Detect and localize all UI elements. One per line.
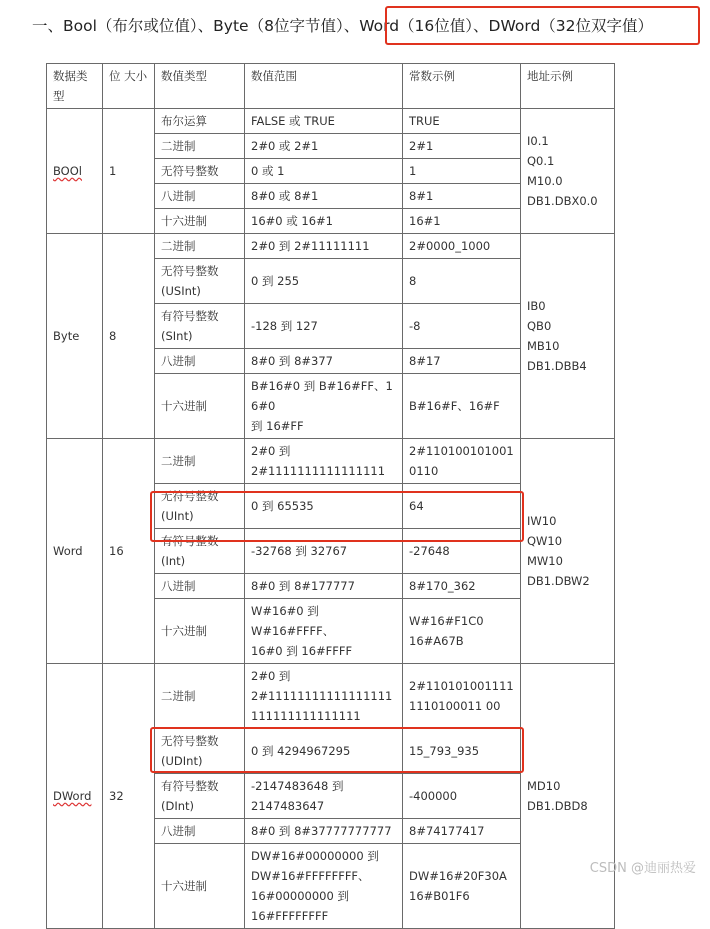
example-cell: 8#1	[403, 184, 521, 209]
word-highlight-box	[385, 6, 700, 45]
dint-highlight-box	[150, 727, 524, 773]
kind-cell: 有符号整数 (DInt)	[155, 774, 245, 819]
range-cell: FALSE 或 TRUE	[245, 109, 403, 134]
kind-cell: 十六进制	[155, 209, 245, 234]
example-cell: B#16#F、16#F	[403, 374, 521, 439]
example-cell: 64	[403, 484, 521, 529]
table-row	[47, 234, 615, 259]
kind-cell: 十六进制	[155, 599, 245, 664]
example-cell: -8	[403, 304, 521, 349]
address-cell-dword: MD10 DB1.DBD8	[521, 664, 615, 929]
range-cell: 8#0 或 8#1	[245, 184, 403, 209]
range-cell: -2147483648 到 2147483647	[245, 774, 403, 819]
header-bit-size: 位 大小	[103, 64, 155, 109]
range-cell: 2#0 到 2#11111111	[245, 234, 403, 259]
watermark: CSDN @迪丽热爱	[589, 861, 696, 876]
kind-cell: 二进制	[155, 134, 245, 159]
size-cell-bool: 1	[103, 109, 155, 234]
example-cell: 2#1101001010010110	[403, 439, 521, 484]
range-cell: 8#0 到 8#377	[245, 349, 403, 374]
kind-cell: 无符号整数 (USInt)	[155, 259, 245, 304]
example-cell: 2#1101010011111110100011 00	[403, 664, 521, 729]
example-cell: -27648	[403, 529, 521, 574]
range-cell: 0 到 255	[245, 259, 403, 304]
kind-cell: 二进制	[155, 234, 245, 259]
kind-cell: 无符号整数	[155, 159, 245, 184]
size-cell-dword: 32	[103, 664, 155, 929]
kind-cell: 八进制	[155, 574, 245, 599]
example-cell: -400000	[403, 774, 521, 819]
kind-cell: 二进制	[155, 664, 245, 729]
kind-cell: 十六进制	[155, 374, 245, 439]
page-heading: 一、Bool（布尔或位值）、Byte（8位字节值）、Word（16位值）、DWord（32位双字值）	[32, 17, 654, 35]
range-cell: B#16#0 到 B#16#FF、16#0 到 16#FF	[245, 374, 403, 439]
range-cell: 8#0 到 8#177777	[245, 574, 403, 599]
range-cell: 0 到 4294967295	[245, 729, 403, 774]
example-cell: 2#1	[403, 134, 521, 159]
kind-cell: 布尔运算	[155, 109, 245, 134]
range-cell: 8#0 到 8#37777777777	[245, 819, 403, 844]
example-cell: 8#74177417	[403, 819, 521, 844]
range-cell: 0 或 1	[245, 159, 403, 184]
kind-cell: 无符号整数 (UInt)	[155, 484, 245, 529]
header-constant-example: 常数示例	[403, 64, 521, 109]
example-cell: 8#17	[403, 349, 521, 374]
range-cell: DW#16#00000000 到 DW#16#FFFFFFFF、 16#00000000 到 16#FFFFFFFF	[245, 844, 403, 929]
table-row	[47, 439, 615, 484]
range-cell: 2#0 到 2#1111111111111111	[245, 439, 403, 484]
example-cell: 2#0000_1000	[403, 234, 521, 259]
range-cell: -128 到 127	[245, 304, 403, 349]
kind-cell: 八进制	[155, 184, 245, 209]
type-cell-byte: Byte	[47, 234, 103, 439]
address-cell-word: IW10 QW10 MW10 DB1.DBW2	[521, 439, 615, 664]
address-cell-bool: I0.1 Q0.1 M10.0 DB1.DBX0.0	[521, 109, 615, 234]
header-value-type: 数值类型	[155, 64, 245, 109]
table-row	[47, 664, 615, 729]
type-cell-bool: BOOl	[53, 164, 82, 178]
kind-cell: 有符号整数 (SInt)	[155, 304, 245, 349]
example-cell: DW#16#20F30A 16#B01F6	[403, 844, 521, 929]
example-cell: W#16#F1C0 16#A67B	[403, 599, 521, 664]
kind-cell: 无符号整数 (UDInt)	[155, 729, 245, 774]
table-header-row	[47, 64, 615, 109]
kind-cell: 八进制	[155, 819, 245, 844]
example-cell: TRUE	[403, 109, 521, 134]
range-cell: -32768 到 32767	[245, 529, 403, 574]
kind-cell: 有符号整数 (Int)	[155, 529, 245, 574]
range-cell: 2#0 或 2#1	[245, 134, 403, 159]
type-cell-dword: DWord	[53, 789, 92, 803]
example-cell: 15_793_935	[403, 729, 521, 774]
range-cell: 0 到 65535	[245, 484, 403, 529]
range-cell: 2#0 到 2#11111111111111111111111111111111	[245, 664, 403, 729]
example-cell: 1	[403, 159, 521, 184]
kind-cell: 二进制	[155, 439, 245, 484]
table-row	[47, 109, 615, 134]
type-cell-word: Word	[47, 439, 103, 664]
header-data-type: 数据类型	[47, 64, 103, 109]
kind-cell: 十六进制	[155, 844, 245, 929]
header-address-example: 地址示例	[521, 64, 615, 109]
header-value-range: 数值范围	[245, 64, 403, 109]
int-highlight-box	[150, 491, 524, 542]
example-cell: 8	[403, 259, 521, 304]
size-cell-byte: 8	[103, 234, 155, 439]
size-cell-word: 16	[103, 439, 155, 664]
kind-cell: 八进制	[155, 349, 245, 374]
address-cell-byte: IB0 QB0 MB10 DB1.DBB4	[521, 234, 615, 439]
example-cell: 8#170_362	[403, 574, 521, 599]
example-cell: 16#1	[403, 209, 521, 234]
range-cell: 16#0 或 16#1	[245, 209, 403, 234]
range-cell: W#16#0 到 W#16#FFFF、 16#0 到 16#FFFF	[245, 599, 403, 664]
